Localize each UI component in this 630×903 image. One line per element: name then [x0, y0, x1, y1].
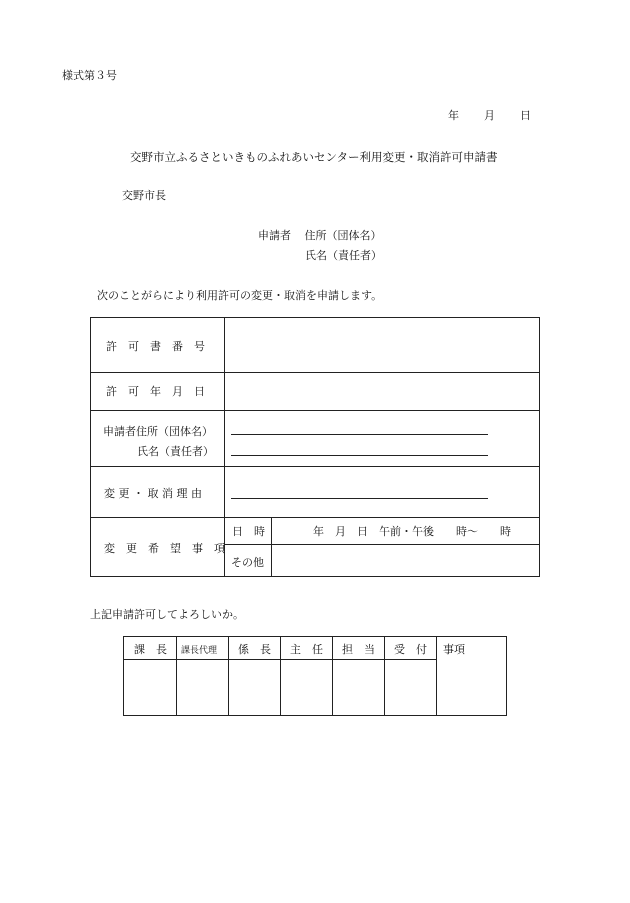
permit-number-label: 許 可 書 番 号: [106, 340, 205, 353]
date-day: 日: [520, 109, 531, 122]
stamp-divider: [280, 637, 281, 715]
applicant-address-row-label: 申請者住所（団体名）: [103, 425, 213, 438]
permit-date-label: 許 可 年 月 日: [106, 385, 205, 398]
date-month: 月: [484, 109, 495, 122]
stamp-header-deputy-chief: 課長代理: [181, 646, 218, 656]
stamp-header-section-chief: 課 長: [134, 643, 167, 656]
reason-label: 変 更 ・ 取 消 理 由: [104, 487, 202, 500]
stamp-table: [123, 636, 507, 716]
sub-column-divider: [271, 517, 272, 576]
applicant-name-field[interactable]: [231, 455, 488, 456]
stamp-divider: [176, 637, 177, 715]
stamp-header-reception: 受 付: [394, 643, 427, 656]
row-divider: [91, 372, 539, 373]
applicant-address-label: 住所（団体名）: [304, 229, 382, 242]
column-divider: [224, 318, 225, 576]
datetime-value: 年 月 日 午前・午後 時～ 時: [313, 525, 511, 538]
applicant-name-label: 氏名（責任者）: [305, 249, 382, 262]
approval-question: 上記申請許可してよろしいか。: [90, 608, 244, 621]
document-title: 交野市立ふるさといきものふれあいセンター利用変更・取消許可申請書: [130, 150, 498, 164]
datetime-label: 日 時: [232, 525, 265, 538]
stamp-header-notes: 事項: [443, 643, 465, 656]
intro-text: 次のことがらにより利用許可の変更・取消を申請します。: [97, 289, 383, 302]
stamp-header-supervisor: 主 任: [290, 643, 323, 656]
date-line: [448, 107, 531, 123]
applicant-address-field[interactable]: [231, 434, 488, 435]
form-number: 様式第３号: [62, 69, 117, 82]
applicant-name-row-label: 氏名（責任者）: [137, 445, 214, 458]
application-table: [90, 317, 540, 577]
requested-changes-label: 変 更 希 望 事 項: [104, 542, 225, 555]
row-divider: [91, 466, 539, 467]
stamp-header-subsection-chief: 係 長: [238, 643, 271, 656]
applicant-label: 申請者: [258, 229, 291, 242]
date-year: 年: [448, 109, 459, 122]
stamp-header-staff: 担 当: [342, 643, 375, 656]
stamp-divider: [436, 637, 437, 715]
stamp-divider: [384, 637, 385, 715]
stamp-divider: [332, 637, 333, 715]
reason-field[interactable]: [231, 498, 488, 499]
other-label: その他: [231, 556, 264, 569]
addressee: 交野市長: [122, 189, 166, 202]
applicant-address-line: [258, 227, 382, 243]
row-divider: [91, 517, 539, 518]
stamp-divider: [228, 637, 229, 715]
row-divider: [91, 410, 539, 411]
